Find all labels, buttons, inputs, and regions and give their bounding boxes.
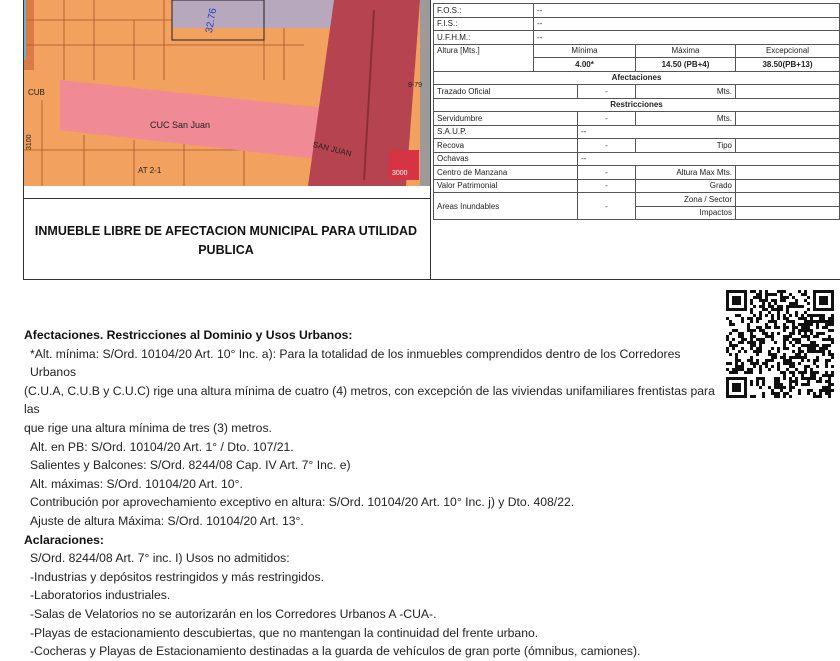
indicators-panel <box>431 0 840 280</box>
max-value: 14.50 (PB+4) <box>636 58 736 72</box>
cub-label: CUB <box>28 88 45 97</box>
paragraph-contribucion: Contribución por aprovechamiento exceptivo en altura: S/Ord. 10104/20 Art. 10° Inc. j) y Dto. 408/22. <box>30 495 575 510</box>
trazado-label: Trazado Oficial <box>434 85 578 99</box>
exc-value: 38.50(PB+13) <box>736 58 840 72</box>
recova-row <box>434 139 840 153</box>
qr-code <box>726 290 834 398</box>
valor-value: - <box>578 179 636 193</box>
aclaraciones-heading: Aclaraciones: <box>24 532 104 547</box>
altura-label: Altura [Mts.] <box>434 44 534 71</box>
paragraph-ajuste: Ajuste de altura Máxima: S/Ord. 10104/20 Art. 13°. <box>30 513 304 528</box>
saup-label: S.A.U.P. <box>434 125 578 139</box>
document-body <box>24 326 724 661</box>
valor-unit: Grado <box>636 179 736 193</box>
afectaciones-title-row <box>434 71 840 85</box>
areas-unit-1: Zona / Sector <box>636 193 736 207</box>
fis-value: -- <box>534 17 840 31</box>
valor-row <box>434 179 840 193</box>
max-label: Máxima <box>636 44 736 58</box>
recova-label: Recova <box>434 139 578 153</box>
valor-label: Valor Patrimonial <box>434 179 578 193</box>
areas-label: Areas Inundables <box>434 193 578 220</box>
areas-unit-2: Impactos <box>636 206 736 220</box>
number-3000-label: 3000 <box>392 170 408 177</box>
areas-blank-2 <box>736 206 840 220</box>
areas-blank-1 <box>736 193 840 207</box>
centro-blank <box>736 166 840 180</box>
measure-label: 32.76 <box>204 7 220 34</box>
servidumbre-blank <box>736 112 840 126</box>
number-979-label: 9-79 <box>408 82 423 89</box>
paragraph-alt-minima: *Alt. mínima: S/Ord. 10104/20 Art. 10° Inc. a): Para la totalidad de los inmuebles comprendidos dentro de los Corredores Urbanos <box>30 346 681 380</box>
ochavas-value: -- <box>578 152 840 166</box>
afectaciones-title: Afectaciones <box>434 71 840 85</box>
trazado-blank <box>736 85 840 99</box>
notice-line-1: INMUEBLE LIBRE DE AFECTACION MUNICIPAL PARA UTILIDAD <box>34 224 418 238</box>
centro-label: Centro de Manzana <box>434 166 578 180</box>
fos-row <box>434 4 840 18</box>
ufhm-row <box>434 31 840 45</box>
trazado-unit: Mts. <box>636 85 736 99</box>
altura-header-row <box>434 44 840 58</box>
aclaracion-3: -Laboratorios industriales. <box>30 588 171 603</box>
saup-value: -- <box>578 125 840 139</box>
aclaracion-6: -Cocheras y Playas de Estacionamiento destinadas a la guarda de vehículos de gran porte (ómnibus, camiones). <box>30 644 641 659</box>
centro-row <box>434 166 840 180</box>
fos-label: F.O.S.: <box>434 4 534 18</box>
recova-unit: Tipo <box>636 139 736 153</box>
divider <box>23 198 431 199</box>
recova-blank <box>736 139 840 153</box>
public-utility-notice <box>30 222 422 260</box>
notice-line-2: PUBLICA <box>198 243 254 257</box>
fos-value: -- <box>534 4 840 18</box>
number-3100-label: 3100 <box>26 134 33 150</box>
afectaciones-heading: Afectaciones. Restricciones al Dominio y Usos Urbanos: <box>24 328 353 342</box>
centro-unit: Altura Max Mts. <box>636 166 736 180</box>
aclaracion-4: -Salas de Velatorios no se autorizarán en los Corredores Urbanos A -CUA-. <box>30 606 437 621</box>
servidumbre-row <box>434 112 840 126</box>
ochavas-label: Ochavas <box>434 152 578 166</box>
restricciones-title: Restricciones <box>434 98 840 112</box>
paragraph-salientes: Salientes y Balcones: S/Ord. 8244/08 Cap. IV Art. 7° Inc. e) <box>30 458 351 473</box>
ochavas-row <box>434 152 840 166</box>
fis-label: F.I.S.: <box>434 17 534 31</box>
min-label: Mínima <box>534 44 636 58</box>
valor-blank <box>736 179 840 193</box>
paragraph-alt-maximas: Alt. máximas: S/Ord. 10104/20 Art. 10°. <box>30 476 243 491</box>
min-value: 4.00* <box>534 58 636 72</box>
aclaracion-2: -Industrias y depósitos restringidos y más restringidos. <box>30 569 324 584</box>
paragraph-alt-minima-2: (C.U.A, C.U.B y C.U.C) rige una altura mínima de cuatro (4) metros, con excepción de las viviendas unifamiliares frentistas para las <box>24 383 715 417</box>
aclaracion-1: S/Ord. 8244/08 Art. 7° inc. I) Usos no admitidos: <box>30 551 290 566</box>
paragraph-alt-minima-3: que rige una altura mínima de tres (3) metros. <box>24 420 272 435</box>
ufhm-value: -- <box>534 31 840 45</box>
paragraph-alt-pb: Alt. en PB: S/Ord. 10104/20 Art. 1° / Dto. 107/21. <box>30 439 294 454</box>
servidumbre-label: Servidumbre <box>434 112 578 126</box>
ufhm-label: U.F.H.M.: <box>434 31 534 45</box>
indicators-table <box>433 3 840 220</box>
fis-row <box>434 17 840 31</box>
at-label: AT 2-1 <box>138 166 162 175</box>
servidumbre-value: - <box>578 112 636 126</box>
areas-value: - <box>578 193 636 220</box>
aclaracion-5: -Playas de estacionamiento descubiertas, que no mantengan la continuidad del frente urbano. <box>30 625 539 640</box>
recova-value: - <box>578 139 636 153</box>
cuc-san-juan-label: CUC San Juan <box>150 120 211 130</box>
exc-label: Excepcional <box>736 44 840 58</box>
san-juan-label: SAN JUAN <box>311 140 353 159</box>
centro-value: - <box>578 166 636 180</box>
trazado-value: - <box>578 85 636 99</box>
saup-row <box>434 125 840 139</box>
areas-row-1 <box>434 193 840 207</box>
servidumbre-unit: Mts. <box>636 112 736 126</box>
qr-code-graphic <box>726 290 834 398</box>
trazado-row <box>434 85 840 99</box>
restricciones-title-row <box>434 98 840 112</box>
